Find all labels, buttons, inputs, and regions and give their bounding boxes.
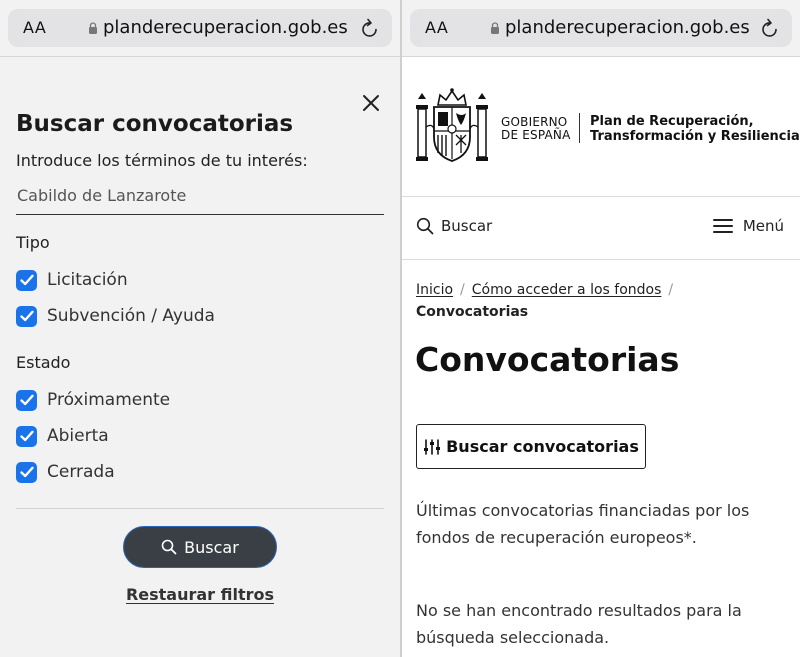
checkbox-proximamente[interactable] [16,388,170,412]
filter-button-label: Buscar convocatorias [446,437,639,456]
lock-icon [88,22,98,34]
safari-toolbar [0,0,400,57]
checkbox-checked-icon[interactable] [16,270,37,291]
breadcrumb-current: Convocatorias [416,304,529,320]
checkbox-label: Cerrada [47,462,115,482]
hamburger-menu-icon [713,218,733,234]
checkbox-label: Licitación [47,270,128,290]
intro-text: Últimas convocatorias financiadas por los fondos de recuperación europeos*. [416,501,750,547]
checkbox-checked-icon[interactable] [16,390,37,411]
search-icon [416,217,434,235]
reload-icon[interactable] [360,17,380,39]
breadcrumb-separator: / [668,282,674,298]
checkbox-checked-icon[interactable] [16,306,37,327]
breadcrumb-link-inicio[interactable]: Inicio [416,282,454,298]
site-nav [402,197,800,260]
safari-toolbar [402,0,800,57]
checkbox-label: Subvención / Ayuda [47,306,215,326]
government-of-spain-label: GOBIERNO DE ESPAÑA [501,115,571,142]
text-size-button[interactable]: AA [425,18,449,37]
checkbox-licitacion[interactable] [16,268,128,292]
nav-menu-label: Menú [742,217,784,235]
nav-search-label: Buscar [441,217,493,235]
logo-separator [579,113,580,143]
checkbox-label: Próximamente [47,390,171,410]
right-browser-pane [402,0,800,657]
url-text[interactable]: planderecuperacion.gob.es [103,17,348,38]
nav-search-button[interactable] [416,217,492,235]
reset-filters-link[interactable]: Restaurar filtros [125,585,275,604]
search-icon [161,539,177,555]
open-search-filters-button[interactable] [416,424,646,469]
url-text[interactable]: planderecuperacion.gob.es [505,17,750,38]
checkbox-subvencion[interactable] [16,304,215,328]
checkbox-cerrada[interactable] [16,460,115,484]
divider [16,508,384,509]
checkbox-checked-icon[interactable] [16,462,37,483]
estado-section-label: Estado [16,353,71,372]
breadcrumb-link-como-acceder[interactable]: Cómo acceder a los fondos [471,282,662,298]
address-bar[interactable] [8,9,392,47]
checkbox-abierta[interactable] [16,424,109,448]
close-icon[interactable] [360,92,382,114]
breadcrumb-separator: / [460,282,465,298]
site-header [402,57,800,197]
sliders-icon [423,438,441,456]
search-instructions: Introduce los términos de tu interés: [16,151,308,170]
page-title: Convocatorias [415,340,680,379]
search-panel-title: Buscar convocatorias [16,111,294,137]
text-size-button[interactable]: AA [23,18,47,37]
nav-menu-button[interactable] [713,217,784,235]
no-results-message: No se han encontrado resultados para la búsqueda seleccionada. [416,601,742,647]
lock-icon [490,22,500,34]
plan-title[interactable]: Plan de Recuperación, Transformación y Resiliencia [590,114,800,144]
checkbox-checked-icon[interactable] [16,426,37,447]
checkbox-label: Abierta [47,426,109,446]
tipo-section-label: Tipo [16,233,50,252]
search-input[interactable] [16,183,384,215]
search-button-label: Buscar [184,537,239,557]
address-bar[interactable] [410,9,792,47]
reload-icon[interactable] [760,17,780,39]
coat-of-arms-logo[interactable] [414,87,490,167]
search-button[interactable] [123,526,277,568]
breadcrumb [416,279,791,323]
